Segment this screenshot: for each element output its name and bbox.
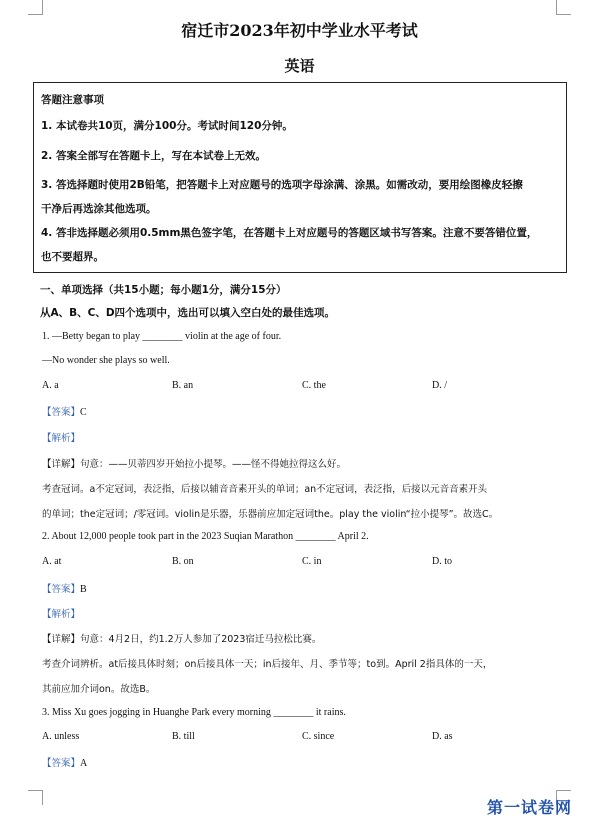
option-d: D. as	[432, 731, 453, 742]
notice-line: 3. 答选择题时使用2B铅笔，把答题卡上对应题号的选项字母涂满、涂黑。如需改动，要用绘图橡皮轻擦	[41, 179, 523, 191]
detail-line: 其前应加介词on。故选B。	[42, 684, 156, 695]
detail-line: 【详解】句意：4月2日，约1.2万人参加了2023宿迁马拉松比赛。	[42, 634, 322, 645]
question-stem: —No wonder she plays so well.	[42, 355, 170, 366]
option-c: C. since	[302, 731, 335, 742]
answer-value: C	[80, 407, 87, 418]
answer-label: 【答案】	[42, 407, 81, 418]
option-a: A. a	[42, 380, 59, 391]
section-title: 一、单项选择（共15小题；每小题1分，满分15分）	[40, 284, 287, 296]
answer-line	[42, 581, 87, 595]
notice-line: 4. 答非选择题必须用0.5mm黑色签字笔，在答题卡上对应题号的答题区域书写答案。注意不要答错位置，	[41, 227, 538, 239]
site-watermark: 第一试卷网	[487, 798, 573, 817]
exam-subject: 英语	[284, 57, 315, 75]
option-b: B. till	[172, 731, 195, 742]
option-d: D. to	[432, 556, 452, 567]
detail-line: 的单词；the定冠词；/零冠词。violin是乐器，乐器前应加定冠词the。play the violin“拉小提琴”。故选C。	[42, 509, 499, 520]
exam-title: 宿迁市2023年初中学业水平考试	[181, 21, 418, 40]
option-b: B. on	[172, 556, 194, 567]
option-a: A. at	[42, 556, 62, 567]
crop-mark-top-left	[28, 0, 43, 15]
section-instruction: 从A、B、C、D四个选项中，选出可以填入空白处的最佳选项。	[40, 307, 336, 319]
option-b: B. an	[172, 380, 194, 391]
option-d: D. /	[432, 380, 447, 391]
answer-line	[42, 755, 87, 769]
analysis-label: 【解析】	[42, 433, 81, 444]
option-c: C. the	[302, 380, 326, 391]
answer-value: A	[80, 758, 88, 769]
notice-line: 2. 答案全部写在答题卡上，写在本试卷上无效。	[41, 150, 266, 162]
answer-value: B	[80, 584, 87, 595]
notice-line: 干净后再选涂其他选项。	[41, 203, 157, 215]
crop-mark-bottom-left	[28, 790, 43, 805]
detail-line: 考查冠词。a不定冠词，表泛指，后接以辅音音素开头的单词；an不定冠词，表泛指，后接以元音音素开头	[42, 484, 488, 495]
detail-line: 【详解】句意：——贝蒂四岁开始拉小提琴。——怪不得她拉得这么好。	[42, 459, 347, 470]
notice-heading: 答题注意事项	[41, 94, 104, 106]
detail-line: 考查介词辨析。at后接具体时刻；on后接具体一天；in后接年、月、季节等；to到。April 2指具体的一天，	[42, 659, 493, 670]
crop-mark-top-right	[556, 0, 571, 15]
notice-line: 1. 本试卷共10页，满分100分。考试时间120分钟。	[41, 120, 293, 132]
question-stem: 3. Miss Xu goes jogging in Huanghe Park every morning ________ it rains.	[42, 707, 346, 718]
option-a: A. unless	[42, 731, 80, 742]
answer-label: 【答案】	[42, 584, 81, 595]
question-stem: 1. —Betty began to play ________ violin at the age of four.	[42, 331, 282, 342]
notice-line: 也不要超界。	[41, 251, 104, 263]
option-c: C. in	[302, 556, 322, 567]
question-stem: 2. About 12,000 people took part in the 2023 Suqian Marathon ________ April 2.	[42, 531, 369, 542]
answer-line	[42, 404, 87, 418]
answer-label: 【答案】	[42, 758, 81, 769]
analysis-label: 【解析】	[42, 609, 81, 620]
